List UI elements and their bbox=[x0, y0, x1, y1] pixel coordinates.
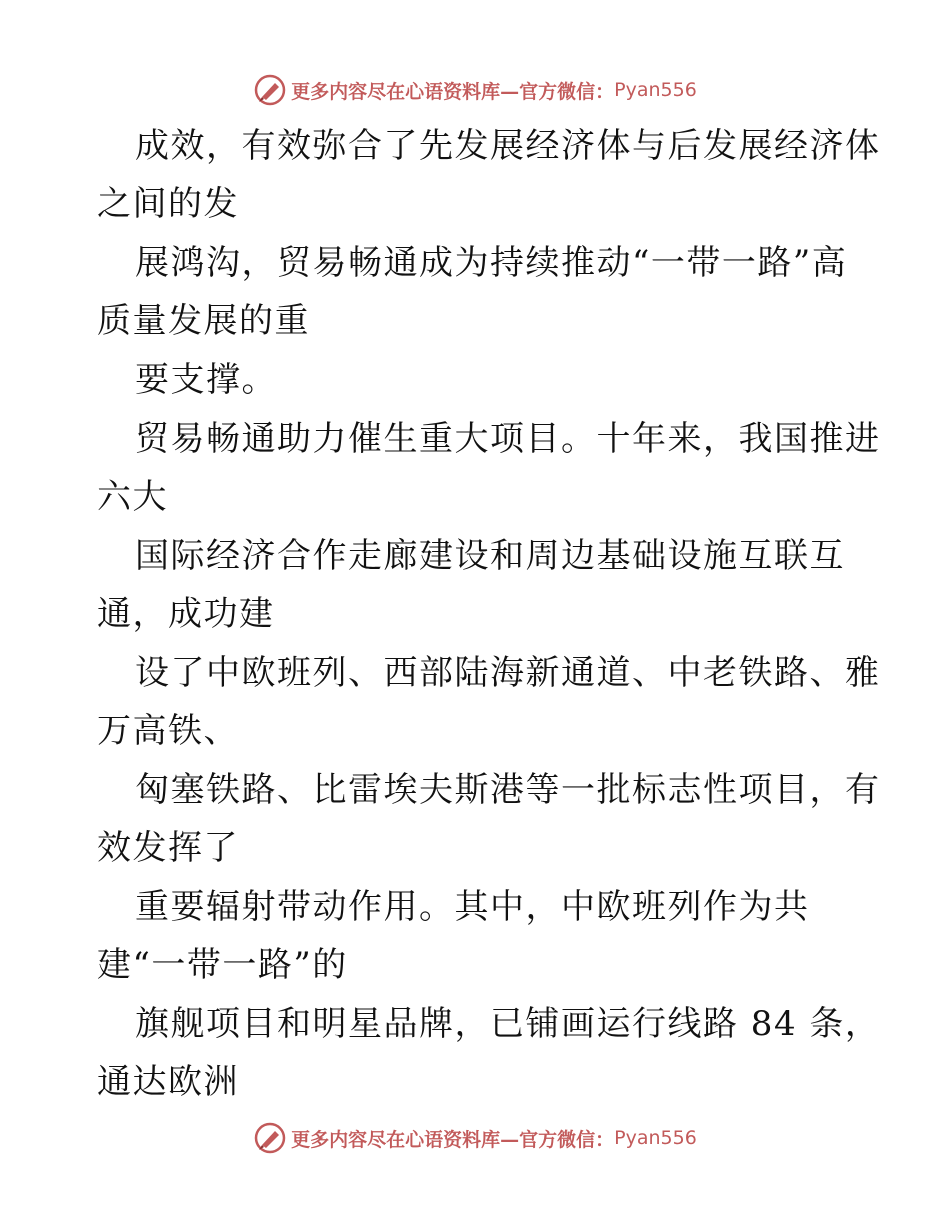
watermark-text: 更多内容尽在心语资料库—官方微信： bbox=[291, 80, 615, 103]
watermark-wechat: Pyan556 bbox=[614, 1127, 697, 1149]
pen-logo-icon bbox=[253, 73, 287, 107]
text-line: 建“一带一路”的 bbox=[97, 945, 348, 985]
text-line: 六大 bbox=[97, 477, 168, 517]
text-line: 重要辐射带动作用。其中，中欧班列作为共 bbox=[135, 887, 810, 927]
text-line: 贸易畅通助力催生重大项目。十年来，我国推进 bbox=[135, 419, 881, 459]
text-line: 旗舰项目和明星品牌，已铺画运行线路 84 条， bbox=[135, 1004, 881, 1044]
text-line: 成效，有效弥合了先发展经济体与后发展经济体 bbox=[135, 126, 881, 166]
watermark-wechat: Pyan556 bbox=[614, 79, 697, 101]
text-line: 展鸿沟，贸易畅通成为持续推动“一带一路”高 bbox=[135, 243, 848, 283]
text-line: 通，成功建 bbox=[97, 594, 275, 634]
text-line: 匈塞铁路、比雷埃夫斯港等一批标志性项目，有 bbox=[135, 770, 881, 810]
pen-logo-icon bbox=[253, 1121, 287, 1155]
text-line: 要支撑。 bbox=[135, 360, 277, 400]
text-line: 万高铁、 bbox=[97, 711, 239, 751]
text-line: 通达欧洲 bbox=[97, 1062, 239, 1102]
watermark-text: 更多内容尽在心语资料库—官方微信： bbox=[291, 1128, 615, 1151]
text-line: 之间的发 bbox=[97, 184, 239, 224]
text-line: 效发挥了 bbox=[97, 828, 239, 868]
text-line: 质量发展的重 bbox=[97, 301, 310, 341]
text-line: 设了中欧班列、西部陆海新通道、中老铁路、雅 bbox=[135, 653, 881, 693]
footer-watermark bbox=[0, 1118, 950, 1158]
text-line: 国际经济合作走廊建设和周边基础设施互联互 bbox=[135, 536, 845, 576]
header-watermark bbox=[0, 70, 950, 110]
